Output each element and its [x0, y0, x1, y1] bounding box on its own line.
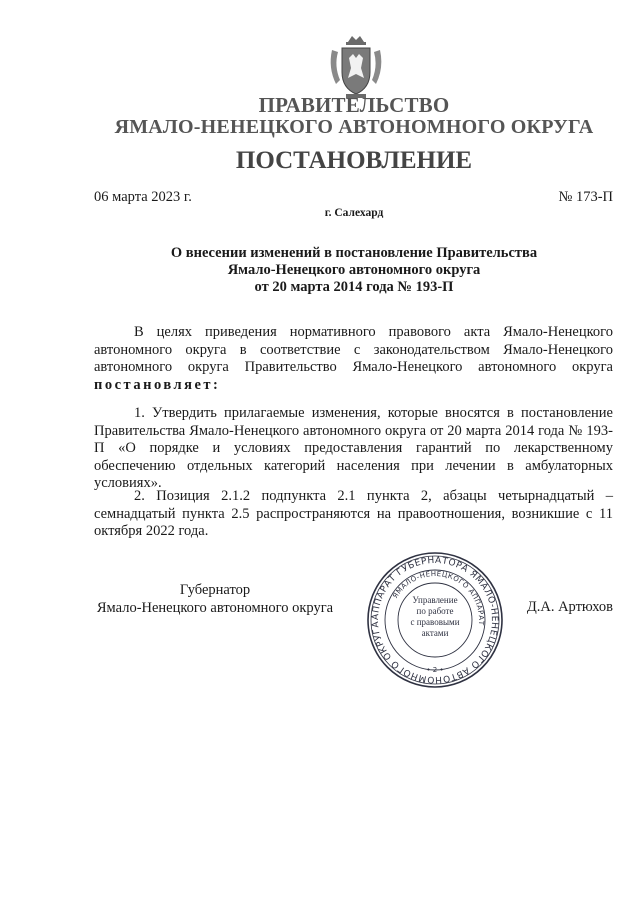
- signatory-title-line: Ямало-Ненецкого автономного округа: [96, 599, 334, 616]
- stamp-outer-text: АППАРАТ ГУБЕРНАТОРА ЯМАЛО-НЕНЕЦКОГО АВТОНОМНОГО ОКРУГА: [370, 555, 500, 685]
- stamp-center-line: по работе: [416, 606, 454, 616]
- stamp-center-line: с правовыми: [410, 617, 460, 627]
- signatory-title: [94, 582, 336, 617]
- document-type: ПОСТАНОВЛЕНИЕ: [235, 147, 473, 174]
- coat-of-arms-emblem: [326, 34, 386, 100]
- government-title: ПРАВИТЕЛЬСТВО: [258, 93, 450, 117]
- document-number: № 173-П: [558, 189, 613, 205]
- intro-text: В целях приведения нормативного правового акта Ямало-Ненецкого автономного округа в соответствие с законодательством Ямало-Ненецкого автономного округа Правительство Ямало-Ненецкого автономного округа: [94, 324, 613, 375]
- intro-paragraph: [94, 324, 613, 394]
- item-2-paragraph: 2. Позиция 2.1.2 подпункта 2.1 пункта 2, абзацы четырнадцатый – семнадцатый пункта 2.5 распространяются на правоотношения, возникшие с 11 октября 2022 года.: [94, 488, 613, 539]
- signatory-title-line: Губернатор: [179, 582, 251, 598]
- stamp-center-line: актами: [421, 628, 449, 638]
- document-date: 06 марта 2023 г.: [94, 189, 192, 205]
- subject-line: от 20 марта 2014 года № 193-П: [254, 279, 454, 295]
- stamp-inner-text: ЯМАЛО-НЕНЕЦКОГО АППАРАТ: [391, 569, 486, 626]
- signatory-name: Д.А. Артюхов: [526, 599, 613, 615]
- subject-line: Ямало-Ненецкого автономного округа: [227, 262, 481, 278]
- document-city: г. Салехард: [324, 207, 384, 219]
- stamp-number: • 2 •: [426, 666, 444, 674]
- resolves-word: постановляет:: [94, 376, 221, 393]
- stamp-center-text: [400, 595, 470, 639]
- region-title: ЯМАЛО-НЕНЕЦКОГО АВТОНОМНОГО ОКРУГА: [114, 116, 594, 138]
- stamp-center-line: Управление: [412, 595, 458, 605]
- subject-line: О внесении изменений в постановление Правительства: [170, 245, 538, 261]
- document-subject: [34, 245, 640, 296]
- item-1-paragraph: 1. Утвердить прилагаемые изменения, которые вносятся в постановление Правительства Ямало-Ненецкого автономного округа от 20 марта 2014 года № 193-П «О порядке и условиях предоставления гарантий по лекарственному обеспечению отдельных категорий населения при лечении в амбулаторных условиях».: [94, 405, 613, 491]
